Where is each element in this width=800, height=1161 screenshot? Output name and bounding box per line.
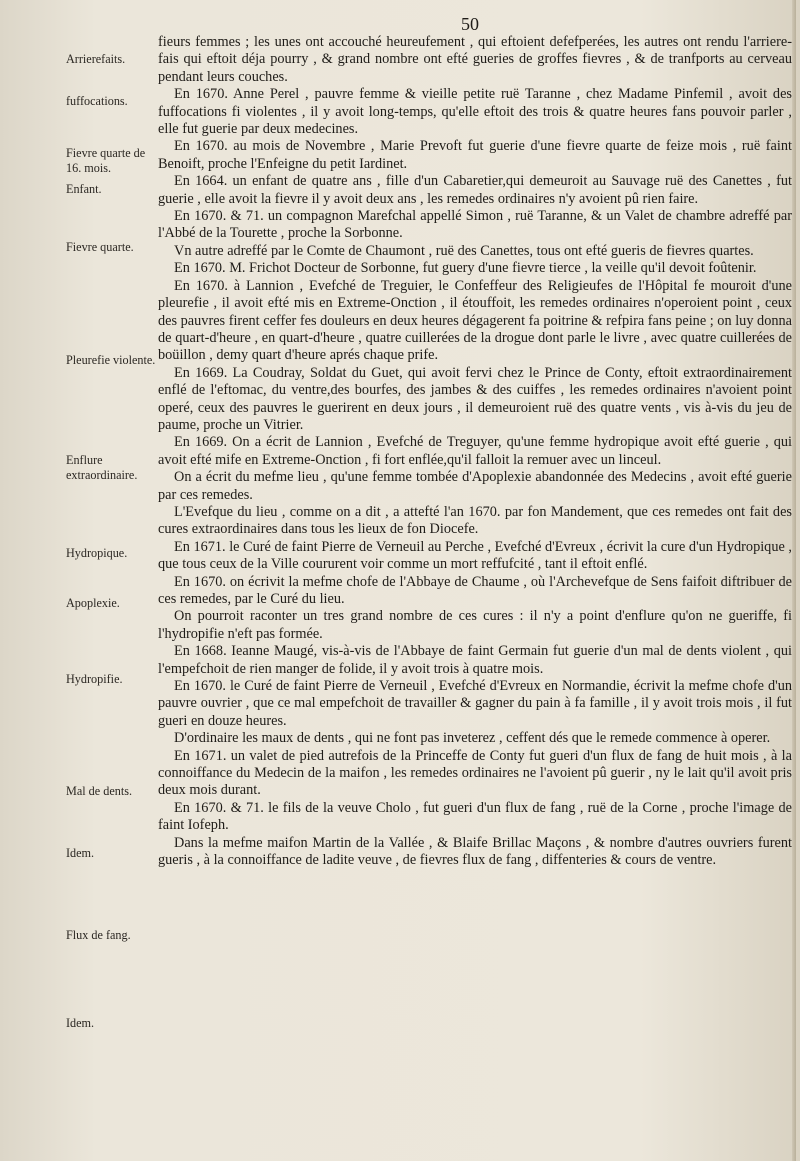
- paragraph: En 1670. & 71. un compagnon Marefchal appellé Simon , ruë Taranne, & un Valet de chambre adreffé par l'Abbé de la Tourette , proche la Sorbonne.: [158, 208, 792, 242]
- paragraph: En 1670. on écrivit la mefme chofe de l'Abbaye de Chaume , où l'Archevefque de Sens faifoit diftribuer de ces remedes, par le Curé du lieu.: [158, 573, 792, 607]
- margin-note: fuffocations.: [66, 94, 128, 108]
- margin-note: Flux de fang.: [66, 928, 131, 942]
- main-text: [158, 34, 792, 870]
- paragraph: En 1670. M. Frichot Docteur de Sorbonne, fut guery d'une fievre tierce , la veille qu'il devoit foûtenir.: [174, 260, 757, 277]
- paragraph: L'Evefque du lieu , comme on a dit , a attefté l'an 1670. par fon Mandement, que ces remedes ont fait des cures extraordinaires dans tous les lieux de fon Diocefe.: [158, 503, 792, 538]
- paragraph: Vn autre adreffé par le Comte de Chaumont , ruë des Canettes, tous ont efté gueris de fievres quartes.: [174, 242, 754, 259]
- margin-note: Hydropique.: [66, 546, 128, 560]
- page-edge: [792, 0, 796, 1161]
- paragraph: On pourroit raconter un tres grand nombre de ces cures : il n'y a point d'enflure qu'on ne gueriffe, fi l'hydropifie n'eft pas formée.: [158, 608, 792, 642]
- paragraph: En 1669. La Coudray, Soldat du Guet, qui avoit fervi chez le Prince de Conty, eftoit extraordinairement enflé de l'eftomac, du ventre,des bourfes, des jambes & des cuiffes , les remedes ordinaires n'avoient point operé, ceux des pauvres le guerirent en deux jours , il demeuroient ruë des quatre vents , vis à-vis du jeu de paume, proche un Vitrier.: [158, 364, 792, 433]
- paragraph: fieurs femmes ; les unes ont accouché heureufement , qui eftoient defefperées, les autres ont rendu l'arriere-fais qui eftoit déja pourry , & grand nombre ont efté gueries de groffes fievres , & de tranfports au cerveau pendant leurs couches.: [158, 34, 792, 85]
- paragraph: En 1671. un valet de pied autrefois de la Princeffe de Conty fut gueri d'un flux de fang de huit mois , à la connoiffance du Medecin de la maifon , les remedes ordinaires ne l'avoient pû guerir , ny le lait qu'il avoit pris deux mois durant.: [158, 747, 792, 799]
- margin-note: Apoplexie.: [66, 596, 120, 610]
- paragraph: En 1670. à Lannion , Evefché de Treguier, le Confeffeur des Religieufes de l'Hôpital fe mouroit d'une pleurefie , il avoit efté mis en Extreme-Onction , il étouffoit, les remedes ordinaires n'operoient point , ceux des pauvres firent ceffer fes douleurs en deux heures dégagerent fa poitrine & refpira fans peine ; on luy donna de quart-d'heure , en quart-d'heure , quatre cuillerées de la drogue dont parle le livre , avec quatre cuillerées de boüillon , demy quart d'heure aprés chaque prife.: [158, 277, 792, 364]
- page-number: 50: [461, 14, 479, 34]
- margin-note: Idem.: [66, 1016, 95, 1030]
- paragraph: En 1671. le Curé de faint Pierre de Verneuil au Perche , Evefché d'Evreux , écrivit la cure d'un Hydropique , que tous ceux de la Ville coururent voir comme un mort reffufcité , tant il eftoit enflé.: [158, 538, 792, 573]
- margin-note: Hydropifie.: [66, 672, 123, 686]
- margin-note: Enflure extraordinaire.: [66, 453, 138, 482]
- paragraph: En 1670. le Curé de faint Pierre de Verneuil , Evefché d'Evreux en Normandie, écrivit la mefme chofe d'un pauvre ouvrier , que ce mal empefchoit de travailler & gagner du pain à fa famille , il y avoit trois mois , il fut gueri en douze heures.: [158, 678, 792, 729]
- margin-note: Fievre quarte.: [66, 240, 134, 254]
- margin-note: Enfant.: [66, 182, 102, 196]
- margin-note: Fievre quarte de 16. mois.: [66, 146, 146, 175]
- margin-note: Mal de dents.: [66, 784, 133, 798]
- paragraph: En 1669. On a écrit de Lannion , Evefché de Treguyer, qu'une femme hydropique avoit efté guerie , qui avoit efté mife en Extreme-Onction , fi fort enflée,qu'il falloit la remuer avec un linceul.: [158, 434, 792, 468]
- margin-note: Pleurefie violente.: [66, 353, 156, 367]
- paragraph: En 1670. Anne Perel , pauvre femme & vieille petite ruë Taranne , chez Madame Pinfemil , avoit des fuffocations fi violentes , il y avoit long-temps, qu'elle eftoit des trois & quatre heures fans pouvoir parler , elle fut guerie par deux medecines.: [158, 86, 792, 138]
- paragraph: D'ordinaire les maux de dents , qui ne font pas inveterez , ceffent dés que le remede commence à operer.: [174, 730, 771, 747]
- margin-note: Idem.: [66, 846, 95, 860]
- paragraph: En 1670. & 71. le fils de la veuve Cholo , fut gueri d'un flux de fang , ruë de la Corne , proche l'image de faint Iofeph.: [158, 799, 792, 834]
- paragraph: Dans la mefme maifon Martin de la Vallée , & Blaife Brillac Maçons , & nombre d'autres ouvriers furent gueris , à la connoiffance de ladite veuve , de fievres flux de fang , diffenteries & cours de ventre.: [158, 834, 792, 869]
- paragraph: En 1664. un enfant de quatre ans , fille d'un Cabaretier,qui demeuroit au Sauvage ruë des Canettes , fut guerie , elle avoit la fievre il y avoit deux ans , les remedes ordinaires n'y avoient pû rien faire.: [158, 173, 792, 207]
- paragraph: En 1668. Ieanne Maugé, vis-à-vis de l'Abbaye de faint Germain fut guerie d'un mal de dents violent , qui l'empefchoit de rien manger de folide, il y avoit trois à quatre mois.: [158, 643, 792, 677]
- paragraph: En 1670. au mois de Novembre , Marie Prevoft fut guerie d'une fievre quarte de feize mois , ruë faint Benoift, proche l'Enfeigne du petit Iardinet.: [158, 138, 792, 172]
- margin-note: Arrierefaits.: [66, 52, 126, 66]
- paragraph: On a écrit du mefme lieu , qu'une femme tombée d'Apoplexie abandonnée des Medecins , avoit efté guerie par ces remedes.: [158, 469, 792, 503]
